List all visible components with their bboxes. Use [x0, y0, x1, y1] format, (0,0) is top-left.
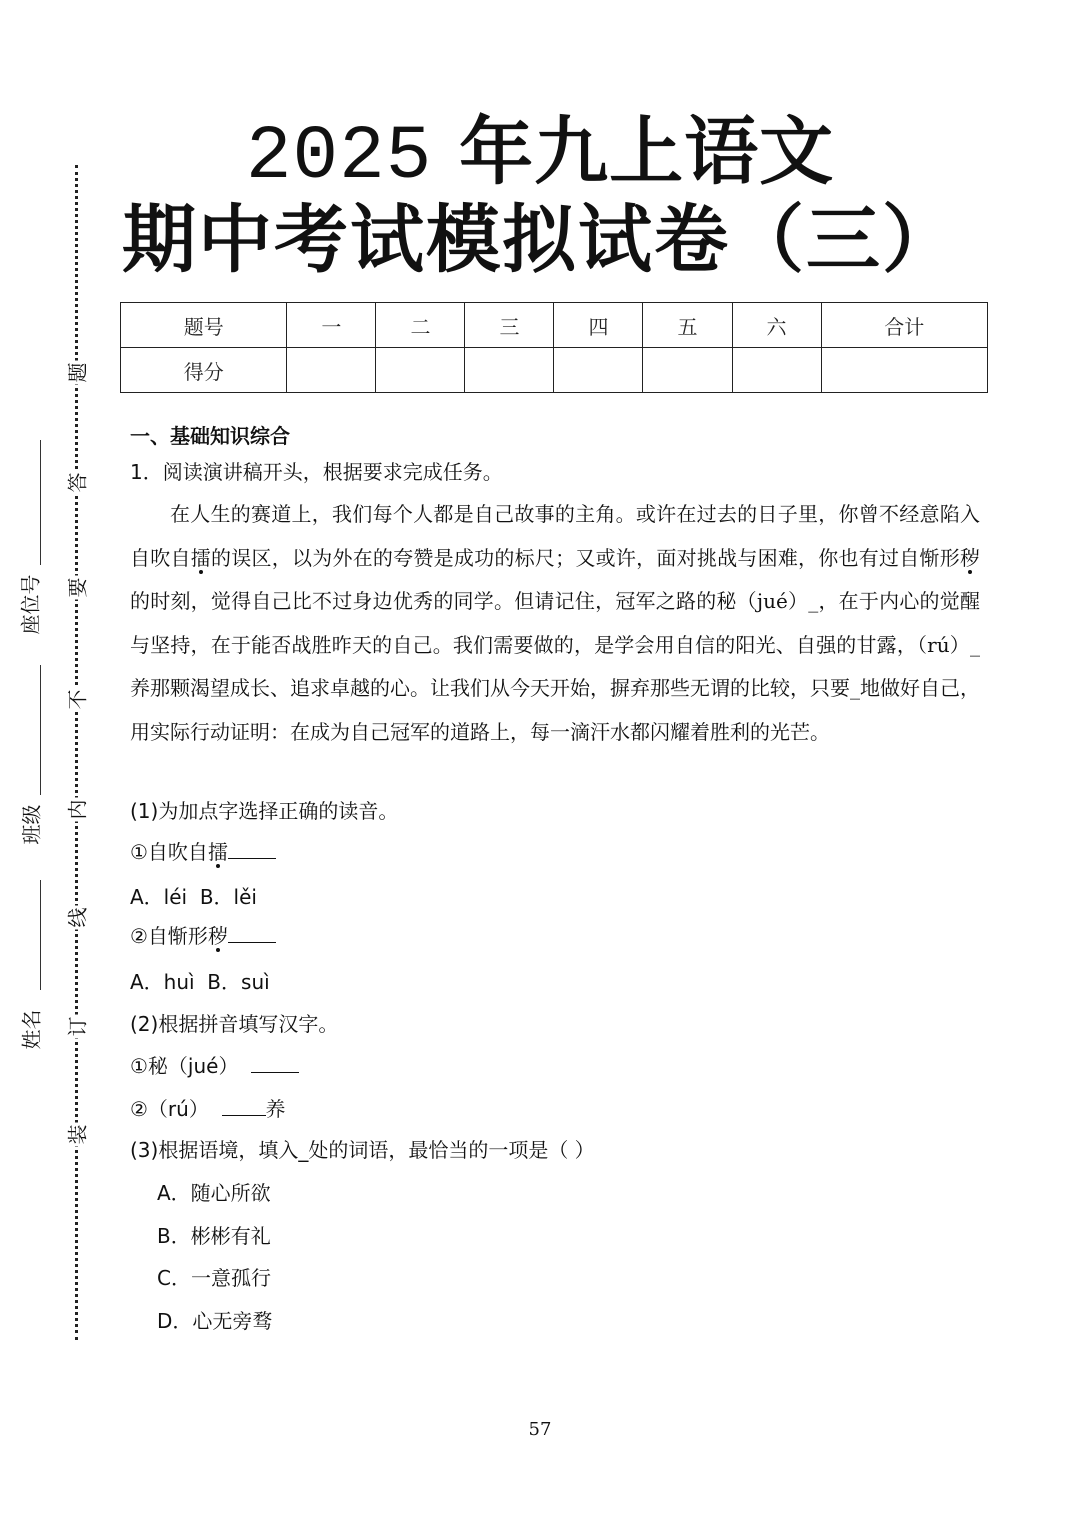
answer-blank[interactable] [222, 1097, 266, 1116]
binding-label: 线 [62, 906, 91, 930]
score-entry [376, 348, 465, 393]
binding-label: 不 [62, 688, 91, 712]
dotted-char: 秽 [960, 545, 981, 570]
class-label: 班级 [16, 803, 45, 847]
score-table [120, 302, 988, 393]
score-entry [287, 348, 376, 393]
class-blank[interactable] [40, 665, 41, 795]
score-table-header-row [121, 303, 988, 348]
score-cell: 四 [554, 303, 643, 348]
binding-label: 装 [62, 1123, 91, 1147]
option-b[interactable]: B．彬彬有礼 [157, 1224, 271, 1248]
subquestion-2-title: (2)根据拼音填写汉字。 [130, 1012, 339, 1036]
subquestion-1-item-2-options: A．huì B．suì [130, 970, 270, 994]
score-entry [732, 348, 821, 393]
passage-text: 在人生的赛道上，我们每个人都是自己故事的主角。或许在过去的日子里，你曾不经意陷入自吹自 [130, 502, 980, 570]
option-c[interactable]: C．一意孤行 [157, 1266, 271, 1290]
score-cell: 六 [732, 303, 821, 348]
subquestion-1-item-1 [130, 836, 276, 865]
answer-blank[interactable] [251, 1054, 299, 1073]
option-d[interactable]: D．心无旁骛 [157, 1309, 273, 1333]
passage-text: 的时刻，觉得自己比不过身边优秀的同学。但请记住，冠军之路的秘（jué）_，在于内心的觉醒与坚持，在于能否战胜昨天的自己。我们需要做的，是学会用自信的阳光、自强的甘露，（rú）_养那颗渴望成长、追求卓越的心。让我们从今天开始，摒弃那些无谓的比较，只要_地做好自己，用实际行动证明：在成为自己冠军的道路上，每一滴汗水都闪耀着胜利的光芒。 [130, 589, 980, 744]
subquestion-1-item-1-options: A．léi B．lěi [130, 885, 257, 909]
title-line-2: 期中考试模拟试卷（三） [122, 197, 958, 283]
score-cell: 题号 [121, 303, 287, 348]
dotted-char: 秽 [207, 924, 228, 948]
seat-number-blank[interactable] [40, 440, 41, 565]
answer-blank[interactable] [228, 924, 276, 943]
question-1-stem: 1．阅读演讲稿开头，根据要求完成任务。 [130, 460, 503, 484]
subquestion-3-title: (3)根据语境，填入_处的词语，最恰当的一项是（ ） [130, 1138, 595, 1162]
binding-label: 题 [62, 361, 91, 385]
binding-label: 内 [62, 798, 91, 822]
subquestion-2-item-1 [130, 1050, 299, 1079]
passage [130, 493, 980, 754]
option-a[interactable]: A．随心所欲 [157, 1181, 271, 1205]
item-text: 养 [265, 1097, 286, 1121]
seat-number-label: 座位号 [15, 573, 44, 637]
title-line-1 [0, 109, 1080, 200]
dotted-char: 擂 [207, 840, 228, 864]
binding-dotted-line [75, 165, 78, 1340]
section-title: 一、基础知识综合 [130, 424, 290, 448]
subquestion-2-item-2 [130, 1093, 286, 1122]
score-entry [821, 348, 987, 393]
score-entry [465, 348, 554, 393]
score-cell: 合计 [821, 303, 987, 348]
passage-text: 的误区，以为外在的夸赞是成功的标尺；又或许，面对挑战与困难，你也有过自惭形 [210, 545, 961, 570]
score-cell: 五 [643, 303, 732, 348]
score-table-score-row [121, 348, 988, 393]
score-cell: 二 [376, 303, 465, 348]
score-cell: 三 [465, 303, 554, 348]
item-text: ①秘（jué） [130, 1054, 239, 1078]
dotted-char: 擂 [190, 545, 211, 570]
name-label: 姓名 [16, 1008, 45, 1052]
score-cell: 一 [287, 303, 376, 348]
title-year: 2025 [245, 114, 433, 200]
binding-label: 订 [62, 1015, 91, 1039]
item-text: ②（rú） [130, 1097, 209, 1121]
subquestion-1-item-2 [130, 920, 276, 949]
page-number: 57 [528, 1419, 552, 1440]
score-entry [643, 348, 732, 393]
title-line-1-rest: 年九上语文 [432, 109, 835, 195]
score-entry [554, 348, 643, 393]
item-text: ②自惭形 [130, 924, 208, 948]
binding-label: 要 [62, 576, 91, 600]
binding-label: 答 [62, 471, 91, 495]
answer-blank[interactable] [228, 840, 276, 859]
subquestion-1-title: (1)为加点字选择正确的读音。 [130, 799, 399, 823]
score-row-label: 得分 [121, 348, 287, 393]
name-blank[interactable] [40, 880, 41, 990]
item-text: ①自吹自 [130, 840, 208, 864]
